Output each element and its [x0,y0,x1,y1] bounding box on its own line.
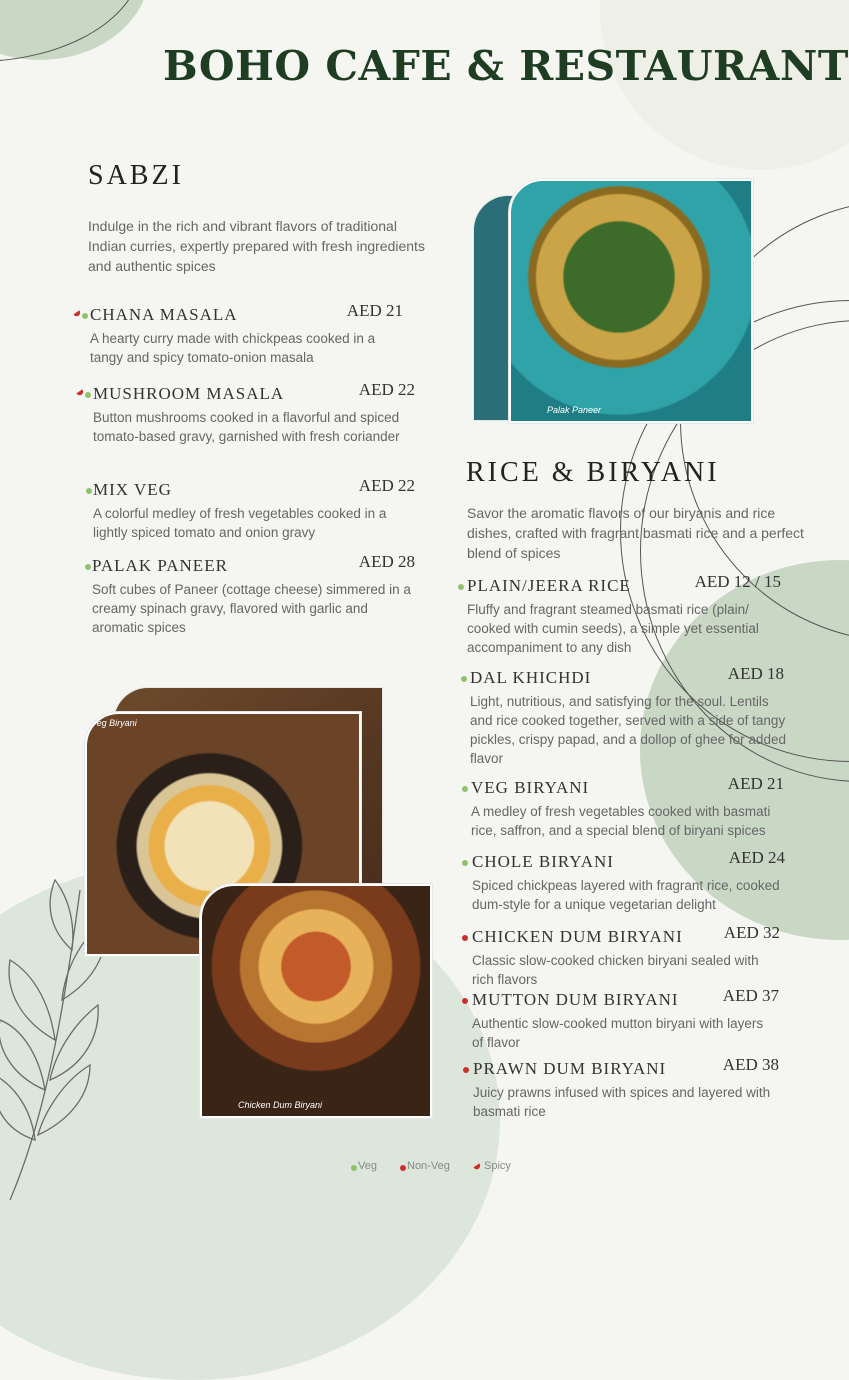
item-description: Fluffy and fragrant steamed basmati rice (plain/ cooked with cumin seeds), a simple yet essential accompaniment to any dish [467,602,759,655]
menu-item-chole-biryani [472,848,785,914]
veg-dot-icon [85,564,91,570]
item-price: AED 22 [358,476,415,495]
restaurant-title: BOHO CAFE & RESTAURANT [163,42,849,90]
non-veg-dot-icon [463,1067,469,1073]
item-name: MIX VEG [93,480,172,499]
veg-dot-icon [82,313,88,319]
menu-item-veg-biryani [471,774,784,840]
item-price: AED 32 [723,923,780,942]
item-description: Light, nutritious, and satisfying for the soul. Lentils and rice cooked together, served with a side of tangy pickles, crispy papad, and a dollop of ghee for added flavor [470,694,786,766]
spicy-chili-icon [73,310,81,317]
sabzi-heading: SABZI [88,160,184,191]
photo-caption: Palak Paneer [547,405,602,415]
item-price: AED 21 [346,301,403,320]
item-price: AED 18 [727,664,784,683]
item-price: AED 24 [728,848,785,867]
menu-item-mix-veg [93,476,415,542]
photo-caption: Chicken Dum Biryani [238,1100,323,1110]
item-name: PRAWN DUM BIRYANI [473,1059,667,1078]
item-price: AED 21 [727,774,784,793]
menu-item-chicken-dum-biryani [472,923,780,989]
veg-dot-icon [458,584,464,590]
menu-item-plain-jeera-rice [467,572,781,657]
item-name: CHOLE BIRYANI [472,852,614,871]
item-name: PLAIN/JEERA RICE [467,576,631,595]
spicy-chili-icon [76,389,84,396]
non-veg-dot-icon [462,935,468,941]
item-price: AED 12 / 15 [694,572,781,591]
legend-veg-label: Veg [358,1160,377,1172]
item-price: AED 22 [358,380,415,399]
item-description: Classic slow-cooked chicken biryani sealed with rich flavors [472,953,759,987]
item-name: VEG BIRYANI [471,778,590,797]
item-name: MUSHROOM MASALA [93,384,285,403]
menu-item-prawn-dum-biryani [473,1055,779,1121]
rice-biryani-intro: Savor the aromatic flavors of our biryanis and rice dishes, crafted with fragrant basmati rice and a perfect blend of spices [467,505,804,561]
item-description: A hearty curry made with chickpeas cooked in a tangy and spicy tomato-onion masala [90,331,376,365]
palak-paneer-photo [509,179,753,423]
legend-spicy-label: Spicy [484,1160,511,1172]
menu-item-mutton-dum-biryani [472,986,779,1052]
item-description: Spiced chickpeas layered with fragrant rice, cooked dum-style for a unique vegetarian delight [472,878,780,912]
item-description: A colorful medley of fresh vegetables cooked in a lightly spiced tomato and onion gravy [93,506,387,540]
chicken-dum-biryani-photo [200,884,432,1118]
item-description: Soft cubes of Paneer (cottage cheese) simmered in a creamy spinach gravy, flavored with garlic and aromatic spices [92,582,411,635]
menu-item-mushroom-masala [93,380,415,446]
legend-non-veg-label: Non-Veg [407,1160,450,1172]
non-veg-dot-icon [462,998,468,1004]
menu-item-chana-masala [90,301,403,367]
item-price: AED 28 [358,552,415,571]
item-description: Juicy prawns infused with spices and layered with basmati rice [473,1085,771,1119]
veg-dot-icon [462,860,468,866]
legend-non-veg-dot-icon [400,1165,406,1171]
item-name: CHICKEN DUM BIRYANI [472,927,683,946]
photo-caption: Veg Biryani [91,718,137,728]
sabzi-intro: Indulge in the rich and vibrant flavors of traditional Indian curries, expertly prepared with fresh ingredients and authentic spices [88,218,425,274]
legend-veg-dot-icon [351,1165,357,1171]
menu-item-dal-khichdi [470,664,786,768]
veg-dot-icon [86,488,92,494]
veg-dot-icon [461,676,467,682]
item-name: DAL KHICHDI [470,668,592,687]
item-name: CHANA MASALA [90,305,238,324]
item-price: AED 37 [722,986,779,1005]
rice-biryani-heading: RICE & BIRYANI [466,457,720,488]
item-name: MUTTON DUM BIRYANI [472,990,679,1009]
item-price: AED 38 [722,1055,779,1074]
menu-item-palak-paneer [92,552,415,637]
item-name: PALAK PANEER [92,556,228,575]
item-description: A medley of fresh vegetables cooked with basmati rice, saffron, and a special blend of biryani spices [471,804,771,838]
item-description: Button mushrooms cooked in a flavorful and spiced tomato-based gravy, garnished with fresh coriander [93,410,400,444]
veg-dot-icon [462,786,468,792]
veg-dot-icon [85,392,91,398]
item-description: Authentic slow-cooked mutton biryani with layers of flavor [472,1016,764,1050]
